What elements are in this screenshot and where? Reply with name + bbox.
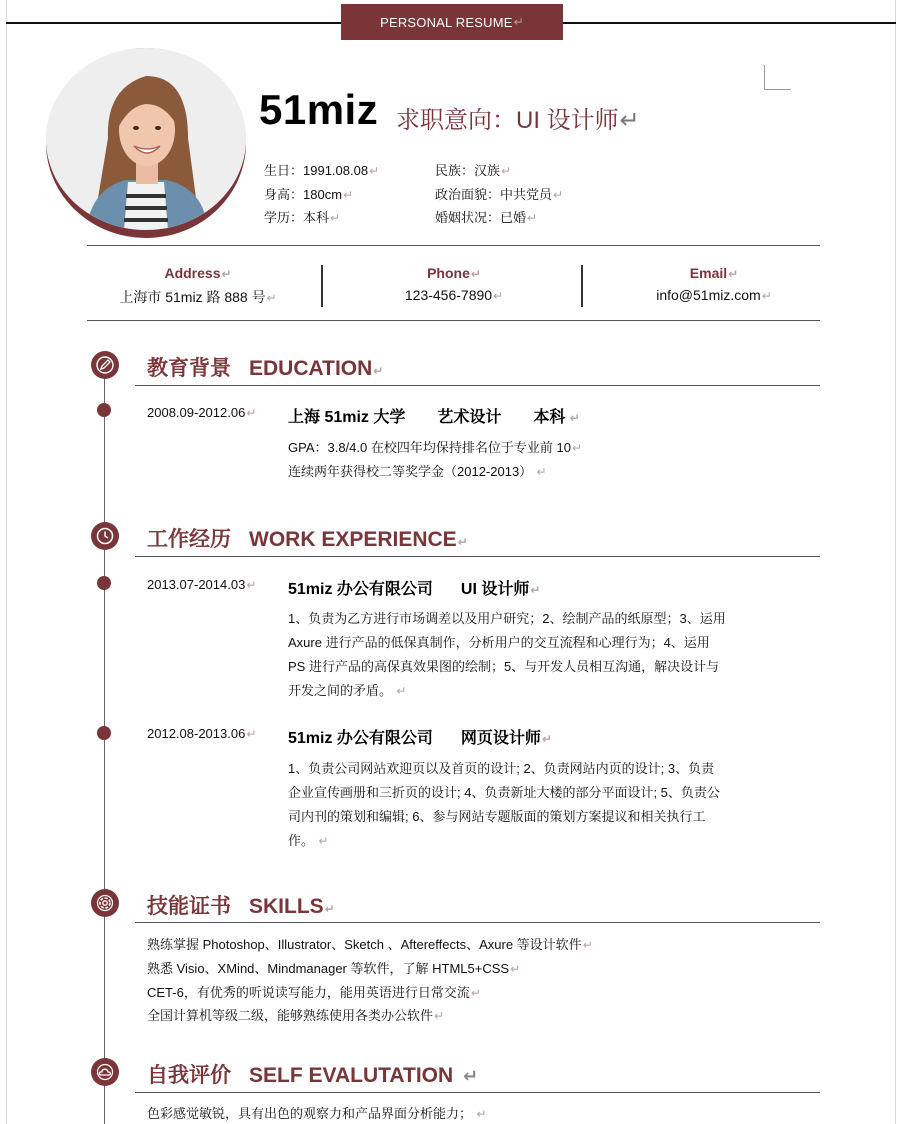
- skill-line-2: 熟悉 Visio、XMind、Mindmanager 等软件，了解 HTML5+CSS↵: [147, 961, 521, 976]
- job-description-2: 1、负责公司网站欢迎页以及首页的设计; 2、负责网站内页的设计; 3、负责 企业宣传画册和三折页的设计; 4、负责新址大楼的部分平面设计; 5、负责公 司内刊的策划和编辑; 6、参与网站专题版面的策划方案提议和相关执行工 作。 ↵: [288, 757, 720, 853]
- info-height-text: 身高：180cm: [264, 187, 343, 202]
- education-title-en: EDUCATION: [249, 357, 373, 380]
- gear-icon: [91, 889, 119, 917]
- education-date: 2008.09-2012.06↵: [147, 405, 257, 420]
- contact-email: Email↵ info@51miz.com↵: [656, 265, 772, 303]
- contact-divider-2: [581, 265, 583, 307]
- job-headline-1: 51miz 办公有限公司 UI 设计师↵: [288, 581, 541, 598]
- info-marital: 婚姻状况：已婚↵: [435, 210, 538, 225]
- info-politics: 政治面貌：中共党员↵: [435, 187, 564, 202]
- job-headline-2: 51miz 办公有限公司 网页设计师↵: [288, 730, 552, 747]
- skill-line-3-text: CET-6，有优秀的听说读写能力，能用英语进行日常交流: [147, 985, 470, 1000]
- skill-line-4-text: 全国计算机等级二级，能够熟练使用各类办公软件: [147, 1008, 434, 1023]
- job-role-2: 网页设计师: [460, 730, 541, 747]
- job-2-line-3: 司内刊的策划和编辑; 6、参与网站专题版面的策划方案提议和相关执行工: [288, 809, 706, 824]
- skill-line-2-text: 熟悉 Visio、XMind、Mindmanager 等软件，了解 HTML5+CSS: [147, 961, 510, 976]
- info-birth-text: 生日：1991.08.08: [264, 163, 369, 178]
- contact-address: Address↵ 上海市 51miz 路 888 号↵: [119, 265, 277, 305]
- education-date-text: 2008.09-2012.06: [147, 405, 246, 420]
- skills-title-cn: 技能证书: [147, 895, 231, 918]
- self-title: 自我评价 SELF EVALUTATION ↵: [147, 1064, 479, 1087]
- info-education-text: 学历：本科: [264, 210, 330, 225]
- education-title: 教育背景 EDUCATION↵: [147, 357, 384, 380]
- job-2-line-1: 1、负责公司网站欢迎页以及首页的设计; 2、负责网站内页的设计; 3、负责: [288, 761, 715, 776]
- info-marital-text: 婚姻状况：已婚: [435, 210, 527, 225]
- page-edge-left: [6, 0, 7, 1124]
- education-school: 上海 51miz 大学: [288, 409, 406, 426]
- self-line-1: 色彩感觉敏锐，具有出色的观察力和产品界面分析能力； ↵: [147, 1106, 487, 1121]
- pencil-icon: [91, 351, 119, 379]
- education-details: GPA：3.8/4.0 在校四年均保持排名位于专业前 10↵ 连续两年获得校二等奖学金（2012-2013） ↵: [288, 440, 582, 479]
- top-rule-right: [563, 22, 896, 24]
- education-degree: 本科: [533, 409, 566, 426]
- page-edge-right: [895, 0, 896, 1124]
- education-line-1: GPA：3.8/4.0 在校四年均保持排名位于专业前 10: [288, 440, 571, 455]
- job-intent: 求职意向：UI 设计师↵: [396, 107, 640, 134]
- timeline-line: [104, 364, 105, 1124]
- education-title-cn: 教育背景: [147, 357, 231, 380]
- job-2-line-4: 作。: [288, 833, 315, 848]
- job-company-1: 51miz 办公有限公司: [288, 581, 433, 598]
- skill-line-1: 熟练掌握 Photoshop、Illustrator、Sketch 、Aftereffects、Axure 等设计软件↵: [147, 937, 593, 952]
- info-ethnicity-text: 民族：汉族: [435, 163, 501, 178]
- education-headline: 上海 51miz 大学 艺术设计 本科 ↵: [288, 409, 580, 426]
- work-title: 工作经历 WORK EXPERIENCE↵: [147, 528, 468, 551]
- job-1-line-2: Axure 进行产品的低保真制作，分析用户的交互流程和心理行为；4、运用: [288, 635, 710, 650]
- job-dot-2: [97, 726, 111, 740]
- job-1-line-4: 开发之间的矛盾。: [288, 683, 393, 698]
- self-rule: [135, 1092, 820, 1093]
- text-boundary-marker: [764, 65, 791, 90]
- self-title-en: SELF EVALUTATION: [249, 1064, 454, 1087]
- work-rule: [135, 556, 820, 557]
- info-height: 身高：180cm↵: [264, 187, 354, 202]
- job-company-2: 51miz 办公有限公司: [288, 730, 433, 747]
- top-rule-left: [6, 22, 341, 24]
- address-value: 上海市 51miz 路 888 号: [119, 289, 266, 305]
- job-1-line-1: 1、负责为乙方进行市场调差以及用户研究；2、绘制产品的纸原型；3、运用: [288, 611, 726, 626]
- email-label: Email: [689, 265, 728, 281]
- address-label: Address: [164, 265, 221, 281]
- info-politics-text: 政治面貌：中共党员: [435, 187, 553, 202]
- education-line-2: 连续两年获得校二等奖学金（2012-2013）: [288, 464, 533, 479]
- job-description-1: 1、负责为乙方进行市场调差以及用户研究；2、绘制产品的纸原型；3、运用 Axure 进行产品的低保真制作，分析用户的交互流程和心理行为；4、运用 PS 进行产品的高保真效果图的绘制；5、与开发人员相互沟通，解决设计与 开发之间的矛盾。 ↵: [288, 607, 726, 703]
- cloud-icon: [91, 1058, 119, 1086]
- job-2-line-2: 企业宣传画册和三折页的设计; 4、负责新址大楼的部分平面设计; 5、负责公: [288, 785, 720, 800]
- banner-text: PERSONAL RESUME: [380, 14, 513, 30]
- contact-phone: Phone↵ 123-456-7890↵: [404, 265, 504, 303]
- job-intent-text: 求职意向：UI 设计师: [396, 107, 619, 134]
- self-title-cn: 自我评价: [147, 1064, 231, 1087]
- job-date-2: 2012.08-2013.06↵: [147, 726, 257, 741]
- education-dot: [97, 403, 111, 417]
- skill-line-1-text: 熟练掌握 Photoshop、Illustrator、Sketch 、Aftereffects、Axure 等设计软件: [147, 937, 582, 952]
- job-role-1: UI 设计师: [460, 581, 530, 598]
- job-date-1: 2013.07-2014.03↵: [147, 577, 257, 592]
- job-date-2-text: 2012.08-2013.06: [147, 726, 246, 741]
- self-line-1-text: 色彩感觉敏锐，具有出色的观察力和产品界面分析能力；: [147, 1106, 473, 1121]
- skill-line-4: 全国计算机等级二级，能够熟练使用各类办公软件↵: [147, 1008, 445, 1023]
- work-title-en: WORK EXPERIENCE: [249, 528, 457, 551]
- contact-bottom-rule: [87, 320, 820, 321]
- profile-photo: [46, 48, 246, 230]
- education-major: 艺术设计: [437, 409, 502, 426]
- work-title-cn: 工作经历: [147, 528, 231, 551]
- skill-line-3: CET-6，有优秀的听说读写能力，能用英语进行日常交流↵: [147, 985, 481, 1000]
- skills-rule: [135, 922, 820, 923]
- contact-divider-1: [321, 265, 323, 307]
- email-value: info@51miz.com: [656, 287, 761, 303]
- job-dot-1: [97, 576, 111, 590]
- job-date-1-text: 2013.07-2014.03: [147, 577, 246, 592]
- phone-label: Phone: [427, 265, 470, 281]
- job-1-line-3: PS 进行产品的高保真效果图的绘制；5、与开发人员相互沟通，解决设计与: [288, 659, 720, 674]
- skills-title: 技能证书 SKILLS↵: [147, 895, 335, 918]
- info-birth: 生日：1991.08.08↵: [264, 163, 380, 178]
- resume-banner: PERSONAL RESUME ↵: [341, 4, 563, 40]
- info-education: 学历：本科↵: [264, 210, 341, 225]
- info-ethnicity: 民族：汉族↵: [435, 163, 512, 178]
- contact-top-rule: [87, 245, 820, 246]
- education-rule: [135, 385, 820, 386]
- phone-value: 123-456-7890: [404, 287, 493, 303]
- portrait-illustration: [46, 48, 246, 230]
- clock-icon: [91, 522, 119, 550]
- candidate-name: 51miz: [259, 86, 379, 133]
- skills-title-en: SKILLS: [249, 895, 324, 918]
